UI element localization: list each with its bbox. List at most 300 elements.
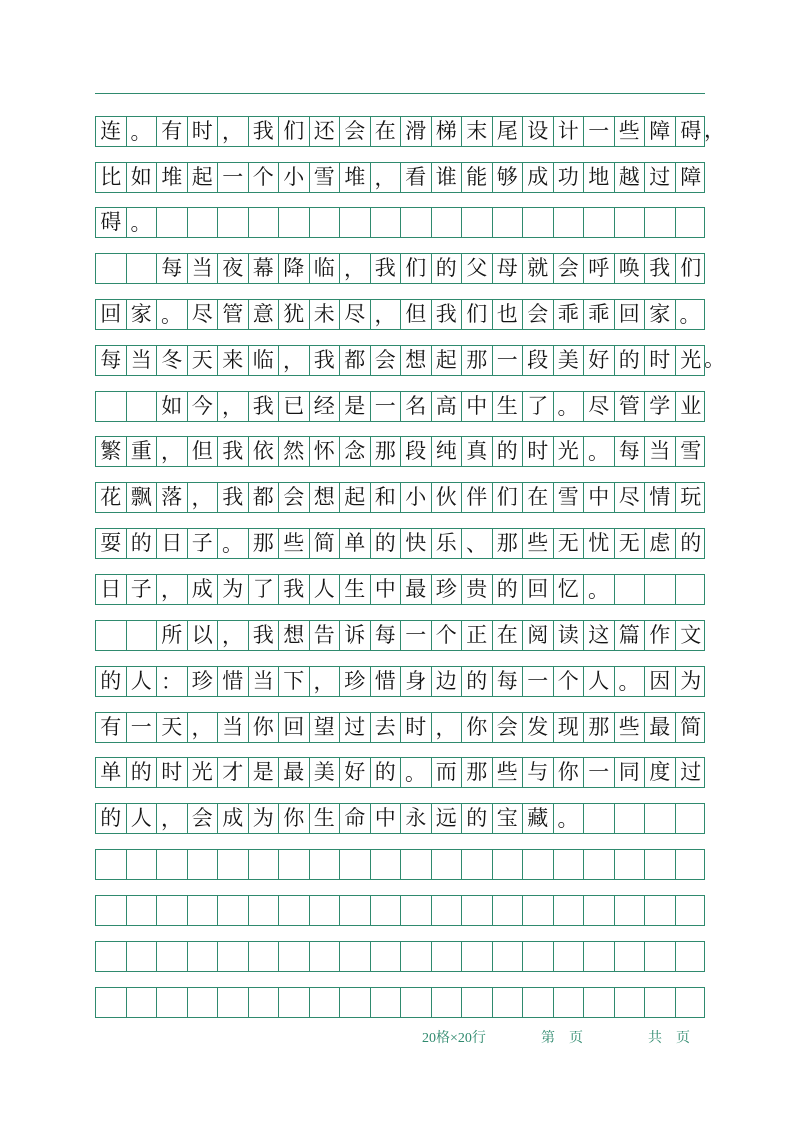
grid-cell: 那 <box>462 758 493 787</box>
grid-cell: 降 <box>279 254 310 283</box>
grid-cell <box>279 896 310 925</box>
grid-cell <box>96 942 127 971</box>
grid-cell: 设 <box>523 117 554 146</box>
grid-cell: ， <box>157 575 188 604</box>
grid-cell: 个 <box>554 667 585 696</box>
grid-cell <box>645 942 676 971</box>
grid-cell: 些 <box>615 117 646 146</box>
grid-cell: 小 <box>279 163 310 192</box>
grid-cell: 。 <box>401 758 432 787</box>
grid-row <box>95 482 705 513</box>
grid-cell: 段 <box>523 346 554 375</box>
grid-cell: 谁 <box>432 163 463 192</box>
grid-cell: 业 <box>680 394 702 418</box>
grid-cell: 阅 <box>523 621 554 650</box>
grid-cell: 才 <box>218 758 249 787</box>
grid-cell: 尾 <box>493 117 524 146</box>
grid-cell: 的 <box>493 575 524 604</box>
grid-cell: 会 <box>340 117 371 146</box>
grid-cell: 尽 <box>584 392 615 421</box>
grid-cell: 的 <box>371 758 402 787</box>
grid-cell: 乐 <box>432 529 463 558</box>
grid-cell: 的 <box>371 529 402 558</box>
grid-cell: 美 <box>310 758 341 787</box>
grid-cell: 人 <box>310 575 341 604</box>
grid-cell <box>157 850 188 879</box>
grid-cell: 美 <box>554 346 585 375</box>
grid-cell: 会 <box>493 713 524 742</box>
grid-cell <box>218 850 249 879</box>
grid-row <box>95 436 705 467</box>
grid-cell <box>249 850 280 879</box>
grid-cell: 梯 <box>432 117 463 146</box>
overflow-punctuation: 。 <box>704 347 725 371</box>
grid-cell: 如 <box>157 392 188 421</box>
grid-cell: 们 <box>401 254 432 283</box>
grid-cell: 已 <box>279 392 310 421</box>
grid-cell: 简 <box>310 529 341 558</box>
grid-cell <box>310 850 341 879</box>
grid-cell: 在 <box>523 483 554 512</box>
grid-cell: 、 <box>462 529 493 558</box>
grid-cell: 我 <box>249 621 280 650</box>
grid-cell: 。 <box>554 804 585 833</box>
grid-cell <box>218 896 249 925</box>
grid-cell <box>310 942 341 971</box>
grid-cell: 名 <box>401 392 432 421</box>
grid-cell: 想 <box>310 483 341 512</box>
grid-cell: 文 <box>680 623 702 647</box>
grid-cell: 每 <box>157 254 188 283</box>
grid-cell: 珍 <box>340 667 371 696</box>
grid-cell <box>127 988 158 1017</box>
grid-cell: 依 <box>249 437 280 466</box>
grid-row <box>95 299 705 330</box>
grid-cell: 会 <box>279 483 310 512</box>
grid-cell: 子 <box>188 529 219 558</box>
grid-cell <box>157 896 188 925</box>
grid-cell <box>584 896 615 925</box>
grid-row <box>95 987 705 1018</box>
grid-cell: 时 <box>401 713 432 742</box>
grid-cell <box>401 988 432 1017</box>
grid-cell: 我 <box>218 483 249 512</box>
grid-cell: 够 <box>493 163 524 192</box>
grid-cell: 好 <box>584 346 615 375</box>
grid-cell: 有 <box>157 117 188 146</box>
grid-cell: 起 <box>340 483 371 512</box>
grid-cell <box>432 896 463 925</box>
grid-cell: 为 <box>680 669 702 693</box>
grid-cell <box>310 988 341 1017</box>
grid-cell: 无 <box>615 529 646 558</box>
grid-cell: 伴 <box>462 483 493 512</box>
grid-cell <box>340 208 371 237</box>
grid-cell: 滑 <box>401 117 432 146</box>
grid-cell: 我 <box>218 437 249 466</box>
grid-cell: 你 <box>462 713 493 742</box>
grid-cell: 都 <box>249 483 280 512</box>
grid-cell: 雪 <box>680 439 702 463</box>
grid-cell <box>615 988 646 1017</box>
grid-cell: 能 <box>462 163 493 192</box>
grid-cell <box>645 850 676 879</box>
grid-cell: 的 <box>127 758 158 787</box>
grid-cell: 命 <box>340 804 371 833</box>
grid-cell <box>188 988 219 1017</box>
grid-cell <box>371 942 402 971</box>
grid-cell: 障 <box>645 117 676 146</box>
grid-cell <box>401 850 432 879</box>
grid-cell: 计 <box>554 117 585 146</box>
grid-cell: 作 <box>645 621 676 650</box>
grid-cell: 虑 <box>645 529 676 558</box>
grid-cell: ， <box>310 667 341 696</box>
grid-cell: 的 <box>680 531 702 555</box>
grid-cell: 为 <box>249 804 280 833</box>
grid-cell: 远 <box>432 804 463 833</box>
grid-cell: 今 <box>188 392 219 421</box>
grid-cell: 冬 <box>157 346 188 375</box>
grid-cell: 成 <box>218 804 249 833</box>
grid-cell: 光 <box>188 758 219 787</box>
grid-cell <box>401 942 432 971</box>
grid-row <box>95 391 705 422</box>
grid-row <box>95 757 705 788</box>
grid-cell: 管 <box>615 392 646 421</box>
grid-cell <box>96 621 127 650</box>
grid-cell <box>96 988 127 1017</box>
grid-cell <box>615 896 646 925</box>
grid-cell: 雪 <box>554 483 585 512</box>
grid-cell <box>645 804 676 833</box>
grid-cell: 情 <box>645 483 676 512</box>
grid-cell: 高 <box>432 392 463 421</box>
grid-cell: 我 <box>279 575 310 604</box>
grid-cell: 过 <box>340 713 371 742</box>
grid-cell <box>127 254 158 283</box>
grid-cell: 诉 <box>340 621 371 650</box>
grid-cell: 成 <box>188 575 219 604</box>
grid-cell <box>279 850 310 879</box>
grid-cell <box>523 988 554 1017</box>
grid-cell: 一 <box>584 117 615 146</box>
grid-cell: 度 <box>645 758 676 787</box>
grid-cell: 中 <box>371 575 402 604</box>
grid-cell <box>432 850 463 879</box>
grid-cell: 们 <box>680 256 702 280</box>
grid-cell: 。 <box>679 303 701 327</box>
grid-cell <box>279 208 310 237</box>
grid-cell <box>554 850 585 879</box>
grid-cell: 如 <box>127 163 158 192</box>
grid-cell <box>493 942 524 971</box>
grid-cell: 起 <box>432 346 463 375</box>
grid-cell: 你 <box>279 804 310 833</box>
grid-cell <box>676 804 707 833</box>
grid-cell: 一 <box>493 346 524 375</box>
grid-cell: 碍 <box>680 119 702 143</box>
grid-cell <box>310 896 341 925</box>
grid-cell: 然 <box>279 437 310 466</box>
grid-cell: 小 <box>401 483 432 512</box>
grid-cell: 每 <box>615 437 646 466</box>
grid-cell: 些 <box>523 529 554 558</box>
grid-cell: 堆 <box>340 163 371 192</box>
grid-cell: 唤 <box>615 254 646 283</box>
grid-cell: 乖 <box>584 300 615 329</box>
grid-cell: ， <box>157 804 188 833</box>
grid-cell <box>340 942 371 971</box>
grid-cell: 生 <box>310 804 341 833</box>
grid-cell: 连 <box>96 117 127 146</box>
grid-cell: 当 <box>249 667 280 696</box>
grid-cell <box>218 942 249 971</box>
grid-cell <box>493 988 524 1017</box>
grid-cell: 好 <box>340 758 371 787</box>
grid-cell: 经 <box>310 392 341 421</box>
grid-cell: 藏 <box>523 804 554 833</box>
grid-cell: 。 <box>584 437 615 466</box>
grid-cell <box>615 850 646 879</box>
grid-cell: 个 <box>432 621 463 650</box>
grid-cell: 单 <box>96 758 127 787</box>
grid-cell: 而 <box>432 758 463 787</box>
grid-cell: 天 <box>188 346 219 375</box>
page-number-label: 第 页 <box>541 1031 583 1046</box>
grid-cell: 为 <box>218 575 249 604</box>
grid-cell: 犹 <box>279 300 310 329</box>
grid-cell: 会 <box>371 346 402 375</box>
grid-cell <box>493 208 524 237</box>
grid-cell <box>523 942 554 971</box>
grid-cell: 但 <box>401 300 432 329</box>
grid-cell <box>493 850 524 879</box>
grid-cell: 当 <box>218 713 249 742</box>
grid-cell: 那 <box>462 346 493 375</box>
grid-cell: 些 <box>615 713 646 742</box>
overflow-punctuation: ， <box>704 118 725 142</box>
grid-cell <box>676 896 707 925</box>
grid-cell: 尽 <box>340 300 371 329</box>
grid-cell <box>188 850 219 879</box>
grid-cell <box>371 208 402 237</box>
grid-cell: 你 <box>249 713 280 742</box>
grid-cell: 学 <box>645 392 676 421</box>
grid-cell: 耍 <box>96 529 127 558</box>
grid-cell: 一 <box>127 713 158 742</box>
page-footer <box>0 1027 800 1047</box>
grid-cell: 。 <box>584 575 615 604</box>
grid-cell <box>188 942 219 971</box>
grid-cell: 地 <box>584 163 615 192</box>
grid-cell: 们 <box>462 300 493 329</box>
grid-cell <box>615 575 646 604</box>
grid-cell: 管 <box>218 300 249 329</box>
grid-cell: 越 <box>615 163 646 192</box>
grid-row <box>95 712 705 743</box>
grid-cell <box>584 988 615 1017</box>
grid-row <box>95 528 705 559</box>
grid-cell: 父 <box>462 254 493 283</box>
grid-cell: 家 <box>127 300 158 329</box>
grid-cell: 障 <box>680 165 702 189</box>
grid-cell: 的 <box>96 667 127 696</box>
grid-cell <box>249 942 280 971</box>
grid-cell <box>401 896 432 925</box>
grid-cell: 告 <box>310 621 341 650</box>
grid-cell: 当 <box>188 254 219 283</box>
grid-cell: 花 <box>96 483 127 512</box>
grid-cell <box>554 896 585 925</box>
grid-cell: 些 <box>493 758 524 787</box>
grid-cell: 所 <box>157 621 188 650</box>
grid-cell <box>218 208 249 237</box>
grid-cell: 惜 <box>218 667 249 696</box>
grid-cell: 时 <box>188 117 219 146</box>
grid-cell: 中 <box>584 483 615 512</box>
grid-cell: 就 <box>523 254 554 283</box>
grid-cell: 我 <box>371 254 402 283</box>
grid-cell: 末 <box>462 117 493 146</box>
grid-cell: 会 <box>523 300 554 329</box>
grid-cell: 有 <box>96 713 127 742</box>
grid-cell: 那 <box>584 713 615 742</box>
grid-cell: 时 <box>157 758 188 787</box>
grid-cell <box>554 942 585 971</box>
grid-cell: 尽 <box>615 483 646 512</box>
grid-cell <box>188 896 219 925</box>
grid-cell: 子 <box>127 575 158 604</box>
grid-cell <box>127 392 158 421</box>
grid-cell: 过 <box>680 760 702 784</box>
grid-cell: 每 <box>371 621 402 650</box>
grid-cell: 伙 <box>432 483 463 512</box>
grid-cell: 因 <box>645 667 676 696</box>
grid-cell: 中 <box>371 804 402 833</box>
grid-cell: ， <box>188 713 219 742</box>
grid-cell: 生 <box>340 575 371 604</box>
grid-cell <box>493 896 524 925</box>
grid-cell: 那 <box>371 437 402 466</box>
grid-cell: 时 <box>645 346 676 375</box>
grid-cell: 未 <box>310 300 341 329</box>
grid-cell <box>523 208 554 237</box>
grid-cell: 和 <box>371 483 402 512</box>
grid-cell: 会 <box>188 804 219 833</box>
grid-cell: 下 <box>279 667 310 696</box>
grid-cell <box>462 896 493 925</box>
grid-cell: 一 <box>218 163 249 192</box>
grid-cell <box>371 850 402 879</box>
grid-cell <box>371 896 402 925</box>
grid-cell: 。 <box>127 208 158 237</box>
grid-cell: 也 <box>493 300 524 329</box>
grid-cell: 人 <box>127 667 158 696</box>
grid-cell <box>157 208 188 237</box>
grid-cell: 起 <box>188 163 219 192</box>
grid-cell: 雪 <box>310 163 341 192</box>
grid-cell <box>249 988 280 1017</box>
grid-cell: 最 <box>645 713 676 742</box>
grid-cell: 人 <box>584 667 615 696</box>
grid-row <box>95 253 705 284</box>
grid-cell: 身 <box>401 667 432 696</box>
grid-cell: 当 <box>127 346 158 375</box>
grid-cell: 读 <box>554 621 585 650</box>
grid-cell: 忧 <box>584 529 615 558</box>
grid-cell <box>432 988 463 1017</box>
grid-cell: 的 <box>462 667 493 696</box>
grid-cell: 临 <box>310 254 341 283</box>
grid-cell: 我 <box>249 117 280 146</box>
grid-row <box>95 666 705 697</box>
grid-cell <box>96 850 127 879</box>
grid-cell: 在 <box>493 621 524 650</box>
grid-cell: ， <box>218 117 249 146</box>
grid-cell <box>676 942 707 971</box>
grid-cell: 们 <box>279 117 310 146</box>
grid-cell: 宝 <box>493 804 524 833</box>
grid-cell: 光 <box>680 348 702 372</box>
grid-cell <box>249 896 280 925</box>
grid-cell: ， <box>432 713 463 742</box>
grid-cell <box>554 988 585 1017</box>
grid-cell: 是 <box>340 392 371 421</box>
grid-cell: 惜 <box>371 667 402 696</box>
grid-cell: ， <box>371 163 402 192</box>
grid-cell: 了 <box>523 392 554 421</box>
grid-row <box>95 162 705 193</box>
grid-cell <box>645 988 676 1017</box>
grid-cell: ， <box>218 392 249 421</box>
grid-cell: 我 <box>645 254 676 283</box>
grid-cell: 单 <box>340 529 371 558</box>
grid-cell: 这 <box>584 621 615 650</box>
grid-cell <box>584 942 615 971</box>
grid-cell: 正 <box>462 621 493 650</box>
grid-cell: 我 <box>310 346 341 375</box>
grid-cell: 是 <box>249 758 280 787</box>
grid-cell: 我 <box>432 300 463 329</box>
grid-cell: 的 <box>96 804 127 833</box>
grid-cell <box>432 208 463 237</box>
grid-cell: 玩 <box>680 485 702 509</box>
grid-cell <box>340 988 371 1017</box>
grid-cell: 重 <box>127 437 158 466</box>
grid-cell <box>615 942 646 971</box>
grid-cell: 在 <box>371 117 402 146</box>
grid-cell: 的 <box>493 437 524 466</box>
grid-cell: 还 <box>310 117 341 146</box>
grid-cell: 最 <box>401 575 432 604</box>
grid-cell <box>188 208 219 237</box>
grid-cell: 落 <box>157 483 188 512</box>
grid-cell: 都 <box>340 346 371 375</box>
grid-cell: 来 <box>218 346 249 375</box>
grid-cell <box>676 575 707 604</box>
grid-cell: 贵 <box>462 575 493 604</box>
grid-cell <box>96 392 127 421</box>
grid-cell: 看 <box>401 163 432 192</box>
grid-cell: 望 <box>310 713 341 742</box>
grid-row <box>95 849 705 880</box>
grid-cell <box>371 988 402 1017</box>
grid-row <box>95 803 705 834</box>
grid-cell: 去 <box>371 713 402 742</box>
grid-cell: 幕 <box>249 254 280 283</box>
grid-cell <box>462 988 493 1017</box>
